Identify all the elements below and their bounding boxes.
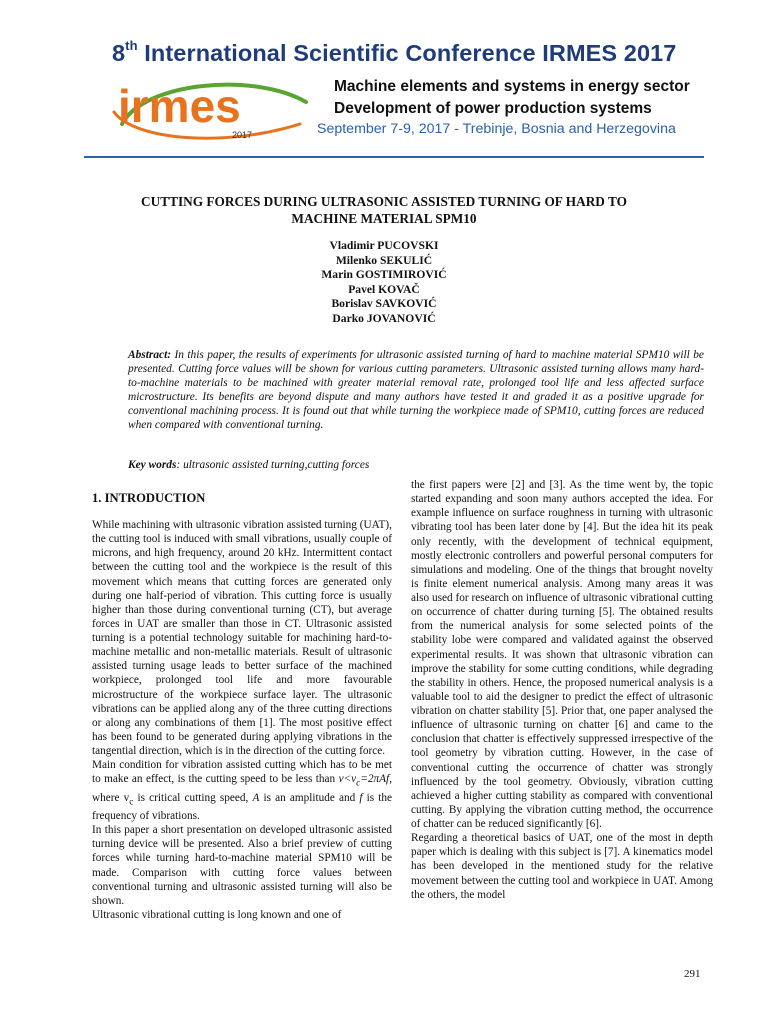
author: Darko JOVANOVIĆ <box>332 311 436 325</box>
conference-header <box>0 0 768 158</box>
irmes-logo <box>104 72 314 144</box>
paper-title-line-2: MACHINE MATERIAL SPM10 <box>291 211 477 226</box>
formula-subscript-c: c <box>356 778 361 789</box>
text-span: , where v <box>92 773 392 804</box>
keywords <box>128 458 704 472</box>
conference-subtitle-1: Machine elements and systems in energy sector <box>334 78 690 95</box>
left-column <box>92 518 392 922</box>
paragraph <box>92 758 392 823</box>
section-heading-introduction: 1. INTRODUCTION <box>92 491 206 505</box>
formula-lt: < <box>343 773 352 786</box>
conference-ordinal-suffix: th <box>125 38 138 53</box>
paragraph: While machining with ultrasonic vibration assisted turning (UAT), the cutting tool is induced with small vibrations, usually couple of microns, and high frequency, around 20 kHz. Intermittent contact between the cutting tool and the workpiece is the result of this movement which means that cutting forces are generated only during one half-period of vibration. This cutting force is usually higher than those during conventional turning (CT), but average forces in UAT are smaller than those in CT. Ultrasonic assisted turning is a potential technology suitable for machining hard-to-machine metallic and non-metallic materials. Result of ultrasonic assisted turning usage leads to better surface of the machined workpiece, prolonged tool life and more favourable microstructure of the workpiece surface layer. The ultrasonic vibrations can be applied along any of the three cutting directions or along any combinations of them [1]. The most positive effect has been found to be generated during applying vibrations in the tangential direction, which is in the direction of the cutting force. <box>92 519 392 757</box>
paragraph: the first papers were [2] and [3]. As the time went by, the topic started expanding and soon many authors accepted the idea. For example influence on surface roughness in turning with ultrasonic vibrating tool has been later done by [4]. But the idea hit its peak only recently, with the development of technical equipment, mostly electronic controllers and powerful personal computers for simulations and modeling. One of the things that brought novelty is finite element numerical analysis. Among many areas it was also used for research on influence of ultrasonic vibrational cutting on occurrence of chatter during turning [5]. The obtained results from the numerical analysis for some selected points of the stability lobe were compared and validated against the observed experimental results. It was shown that ultrasonic vibration can improve the stability for some cutting conditions, while degrading the stability in others. Hence, the proposed numerical analysis is a valuable tool to aid the designer to predict the effect of ultrasonic vibration on chatter stability [5]. Prior that, one paper analysed the influence of ultrasonic turning on chatter [6] and came to the conclusion that chatter is effectively suppressed irrespective of the tool geometry by vibration cutting. However, in the case of conventional cutting the occurrence of chatter was strongly influenced by the tool geometry. Obviously, vibration cutting achieved a higher cutting stability as compared with conventional cutting. By applying the vibration cutting method, the occurrence of chatter can be reduced significantly [6]. <box>411 479 713 830</box>
conference-dates-location: September 7-9, 2017 - Trebinje, Bosnia and Herzegovina <box>317 121 676 137</box>
paragraph: In this paper a short presentation on developed ultrasonic assisted turning device will be presented. Also a brief preview of cutting forces while turning hard-to-machine material SPM10 will be made. Comparison with cutting force values between conventional turning and ultrasonic assisted turning will also be shown. <box>92 824 392 907</box>
formula-vc: v <box>351 773 357 786</box>
subscript-c: c <box>129 796 134 807</box>
abstract-text: In this paper, the results of experiments for ultrasonic assisted turning of hard to machine material SPM10 will be presented. Cutting force values will be shown for various cutting parameters. Ultrasonic assisted turning allows many hard-to-machine materials to be machined with greater material removal rate, prolonged tool life and less affected surface microstructure. Its benefits are beyond dispute and many authors have tested it and graded it as a positive upgrade for conventional machining process. It is found out that while turning the workpiece made of SPM10, cutting forces are reduced when compared with conventional turning. <box>128 349 704 432</box>
paragraph: Ultrasonic vibrational cutting is long known and one of <box>92 908 342 921</box>
formula-v: v <box>338 773 344 786</box>
logo-year: 2017 <box>232 130 253 140</box>
author-list <box>200 239 568 327</box>
text-span: Main condition for vibration assisted cutting which has to be met to make an effect, is the cutting speed to be less than <box>92 759 392 786</box>
abstract-label: Abstract: <box>128 349 172 361</box>
keywords-label: Key words <box>128 459 177 471</box>
logo-wordmark: irmes <box>118 80 241 132</box>
symbol-A: A <box>252 791 260 804</box>
symbol-f: f <box>359 791 363 804</box>
paragraph: Regarding a theoretical basics of UAT, one of the most in depth paper which is dealing with this subject is [7]. A kinematics model has been developed in the mentioned study for the relative movement between the cutting tool and workpiece in UAT. Among the others, the model <box>411 832 713 901</box>
paper-title <box>100 193 668 227</box>
conference-title <box>112 40 676 67</box>
keywords-text: : ultrasonic assisted turning,cutting forces <box>176 459 370 471</box>
author: Borislav SAVKOVIĆ <box>331 297 437 311</box>
author: Milenko SEKULIĆ <box>335 253 433 267</box>
text-span: is the frequency of vibrations. <box>92 791 393 822</box>
right-column <box>411 478 713 902</box>
conference-title-text: International Scientific Conference IRMES 2017 <box>137 40 677 66</box>
paper-title-line-1: CUTTING FORCES DURING ULTRASONIC ASSISTED TURNING OF HARD TO <box>141 194 627 209</box>
abstract <box>128 348 704 433</box>
text-span: is critical cutting speed, <box>133 791 253 804</box>
author: Marin GOSTIMIROVIĆ <box>321 268 447 282</box>
header-divider <box>84 156 704 158</box>
page-number: 291 <box>684 968 701 980</box>
author: Pavel KOVAČ <box>348 282 420 296</box>
formula-rest: =2πAf <box>360 773 390 786</box>
conference-ordinal: 8 <box>112 40 126 66</box>
author: Vladimir PUCOVSKI <box>329 239 439 252</box>
conference-subtitle-2: Development of power production systems <box>334 100 652 117</box>
text-span: is an amplitude and <box>259 791 360 804</box>
